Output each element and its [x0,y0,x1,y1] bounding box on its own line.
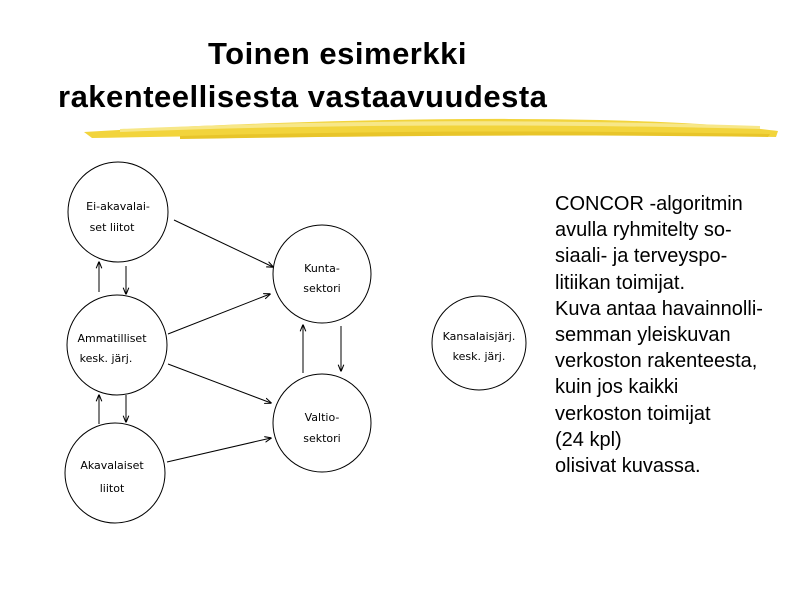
node-ammatilliset-kesk-jarj [67,295,167,395]
node-kansalaisjarj-kesk-jarj [432,296,526,390]
node-label-line-2: liitot [99,482,125,495]
description-line: verkoston rakenteesta, [555,350,758,373]
description-line: olisivat kuvassa. [555,455,701,478]
description-line: avulla ryhmitelty so- [555,219,732,242]
node-circle [65,423,165,523]
node-label-line-2: kesk. järj. [452,350,506,363]
node-label-line-1: Ammatilliset [77,332,147,345]
edge-arrow [168,364,271,403]
title-line-1: Toinen esimerkki [208,36,467,71]
node-label-line-2: set liitot [89,221,135,234]
title-line-2: rakenteellisesta vastaavuudesta [58,79,548,114]
node-valtiosektori [273,374,371,472]
node-circle [67,295,167,395]
description-line: litiikan toimijat. [555,271,686,294]
node-label-line-1: Akavalaiset [80,459,144,472]
edge-arrow [174,220,273,267]
node-label-line-2: sektori [303,432,341,445]
node-circle [432,296,526,390]
description-line: siaali- ja terveyspo- [555,245,728,268]
node-ei-akavalaiset-liitot [68,162,168,262]
node-label-line-2: kesk. järj. [79,352,133,365]
description-text [555,191,795,479]
description-line: verkoston toimijat [555,402,711,425]
node-label-line-1: Ei-akavalai- [86,200,150,213]
node-label-line-1: Kunta- [304,262,340,275]
node-kuntasektori [273,225,371,323]
description-line: kuin jos kaikki [555,376,679,399]
edge-arrow [168,294,270,334]
description-line: Kuva antaa havainnolli- [555,297,763,320]
node-label-line-1: Valtio- [304,411,340,424]
edge-arrow [167,438,271,462]
node-label-line-1: Kansalaisjärj. [442,330,516,343]
node-akavalaiset-liitot [65,423,165,523]
node-label-line-2: sektori [303,282,341,295]
description-line: semman yleiskuvan [555,324,731,347]
description-line: CONCOR -algoritmin [555,193,743,215]
description-line: (24 kpl) [555,428,622,451]
